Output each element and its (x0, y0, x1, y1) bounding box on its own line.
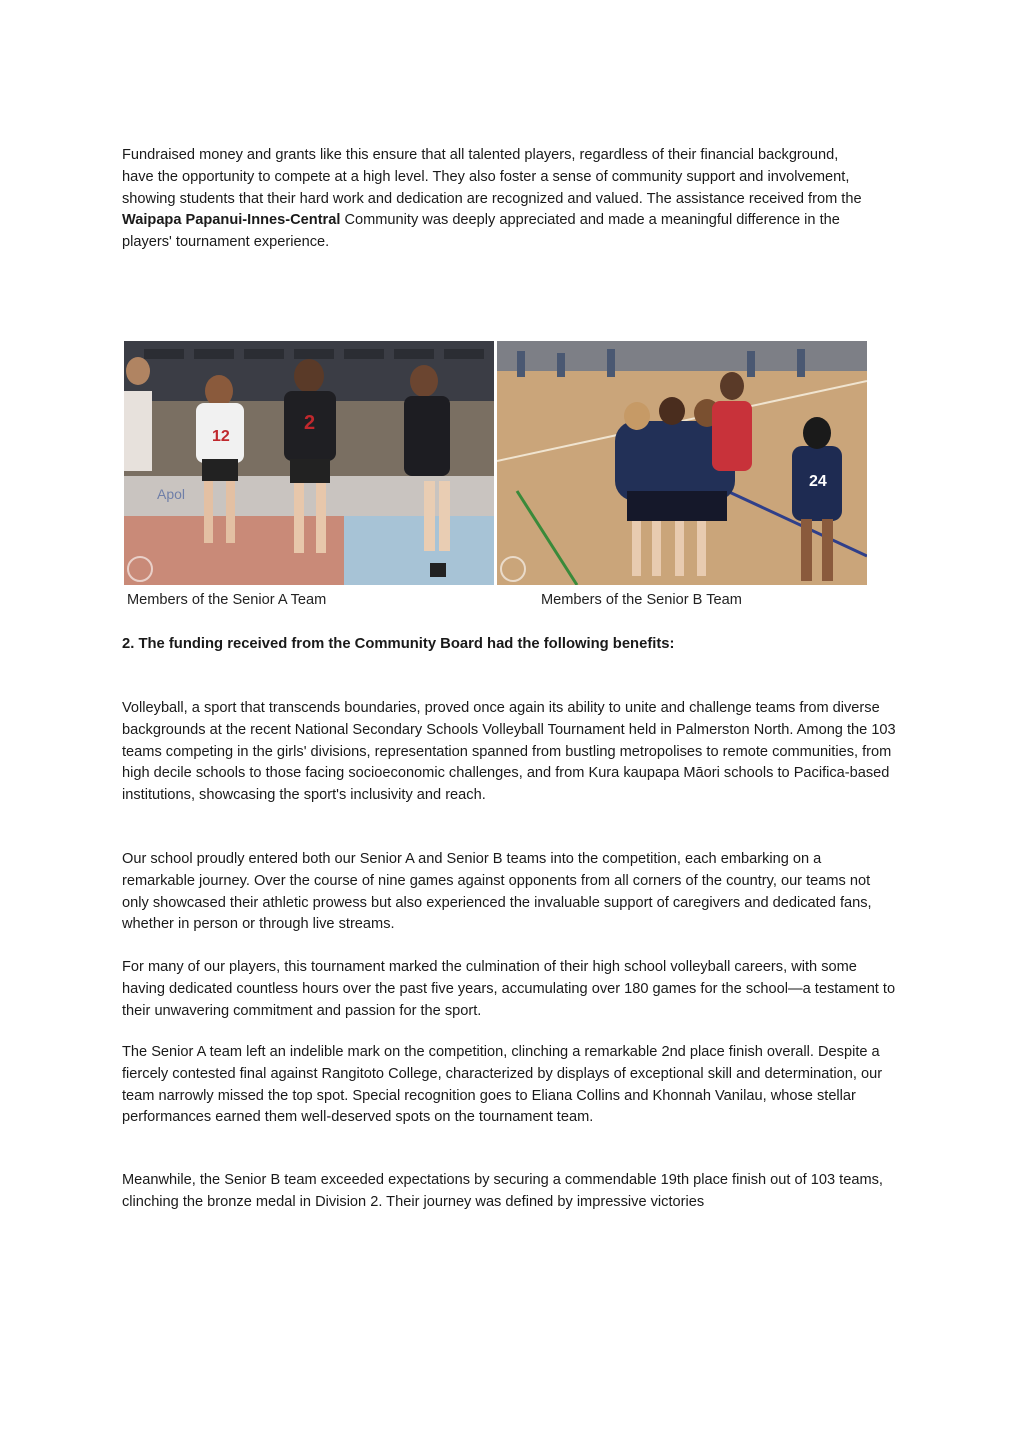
paragraph-senior-b-result: Meanwhile, the Senior B team exceeded expectations by securing a commendable 19th place finish out of 103 teams, clinching the bronze medal in Division 2. Their journey was defined by impressive victories (122, 1172, 883, 1210)
section-heading: 2. The funding received from the Community Board had the following benefits: (122, 636, 675, 652)
paragraph-culmination: For many of our players, this tournament marked the culmination of their high school volleyball careers, with some having dedicated countless hours over the past five years, accumulating over 180 games for the school—a testament to their unwavering commitment and passion for the sport. (122, 959, 896, 1019)
jersey-number-2: 2 (304, 412, 316, 434)
community-board-name: Waipapa Papanui-Innes-Central (122, 212, 341, 229)
senior-b-team-photo (497, 341, 867, 585)
paragraph-tournament-overview: Volleyball, a sport that transcends boundaries, proved once again its ability to unite and challenge teams from diverse backgrounds at the recent National Secondary Schools Volleyball Tournament held in Palmerston North. Among the 103 teams competing in the girls' divisions, representation spanned from bustling metropolises to remote communities, from high decile schools to those facing socioeconomic challenges, and from Kura kaupapa Māori schools to Pacifica-based institutions, showcasing the sport's inclusivity and reach. (122, 700, 896, 804)
banner-text: Apol (157, 486, 186, 502)
jersey-number-24: 24 (809, 473, 827, 490)
senior-a-caption: Members of the Senior A Team (127, 592, 327, 608)
paragraph-teams-entered: Our school proudly entered both our Senior A and Senior B teams into the competition, each embarking on a remarkable journey. Over the course of nine games against opponents from all corners of the country, our teams not only showcased their athletic prowess but also experienced the invaluable support of caregivers and dedicated fans, whether in person or through live streams. (122, 851, 872, 933)
intro-text-before: Fundraised money and grants like this ensure that all talented players, regardless of their financial background, have the opportunity to compete at a high level. They also foster a sense of community support and involvement, showing students that their hard work and dedication are recognized and valued. The assistance received from the (122, 147, 862, 207)
intro-paragraph (122, 145, 867, 254)
jersey-number-12: 12 (212, 428, 230, 445)
senior-a-team-photo (124, 341, 494, 585)
senior-b-caption: Members of the Senior B Team (541, 592, 742, 608)
paragraph-senior-a-result: The Senior A team left an indelible mark on the competition, clinching a remarkable 2nd place finish overall. Despite a fiercely contested final against Rangitoto College, characterized by displays of exceptional skill and determination, our team narrowly missed the top spot. Special recognition goes to Eliana Collins and Khonnah Vanilau, whose stellar performances earned them well-deserved spots on the tournament team. (122, 1044, 883, 1126)
intro-text-after: Community was deeply appreciated and made a meaningful difference in the players' tournament experience. (122, 212, 840, 251)
